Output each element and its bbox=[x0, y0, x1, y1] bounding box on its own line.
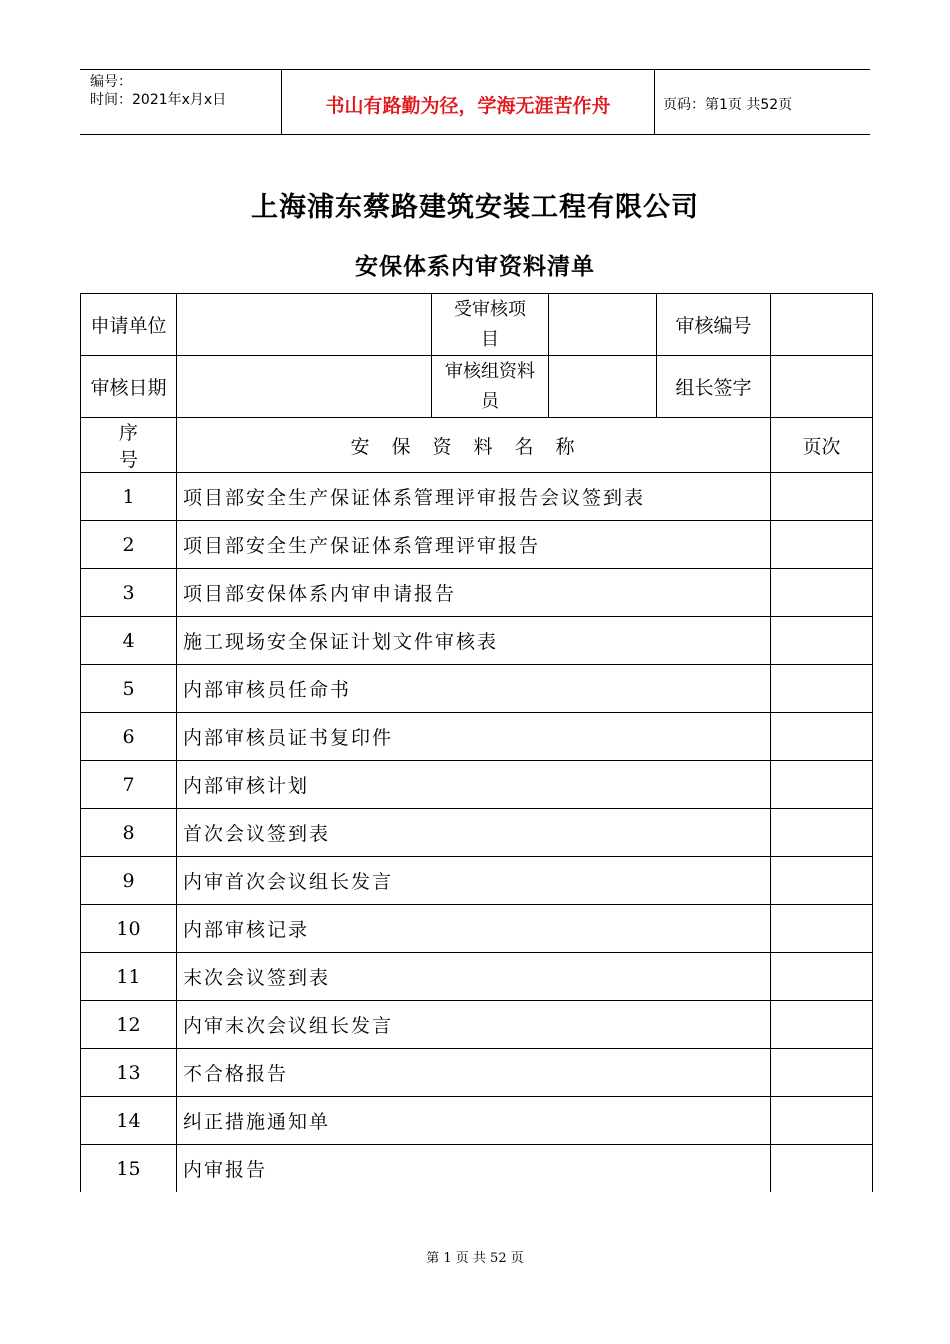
item-name: 内部审核计划 bbox=[177, 761, 771, 809]
item-page-count[interactable] bbox=[771, 1001, 873, 1049]
item-number: 15 bbox=[81, 1145, 177, 1193]
audit-number-value[interactable] bbox=[771, 294, 873, 356]
item-number: 7 bbox=[81, 761, 177, 809]
clerk-label-line2: 员 bbox=[481, 390, 499, 412]
item-page-count[interactable] bbox=[771, 665, 873, 713]
table-row bbox=[81, 713, 873, 761]
name-column-header: 安保资料名称 bbox=[177, 418, 771, 473]
table-row bbox=[81, 1145, 873, 1193]
page-header bbox=[80, 69, 870, 135]
table-row bbox=[81, 473, 873, 521]
project-value[interactable] bbox=[549, 294, 657, 356]
item-name: 内审首次会议组长发言 bbox=[177, 857, 771, 905]
item-name: 首次会议签到表 bbox=[177, 809, 771, 857]
clerk-label bbox=[432, 356, 549, 418]
serial-label: 编号： bbox=[90, 74, 132, 90]
table-row bbox=[81, 1001, 873, 1049]
seq-column-header: 序号 bbox=[81, 418, 177, 473]
item-number: 4 bbox=[81, 617, 177, 665]
project-label-line2: 目 bbox=[481, 328, 499, 350]
document-title: 安保体系内审资料清单 bbox=[355, 254, 595, 280]
item-number: 13 bbox=[81, 1049, 177, 1097]
item-number: 1 bbox=[81, 473, 177, 521]
item-rows bbox=[81, 473, 873, 1193]
audit-date-label: 审核日期 bbox=[81, 356, 177, 418]
header-motto: 书山有路勤为径，学海无涯苦作舟 bbox=[281, 70, 655, 134]
header-page-info: 页码：第1页 共52页 bbox=[663, 97, 793, 113]
project-label bbox=[432, 294, 549, 356]
table-row bbox=[81, 953, 873, 1001]
item-page-count[interactable] bbox=[771, 1049, 873, 1097]
item-name: 内部审核员任命书 bbox=[177, 665, 771, 713]
company-title: 上海浦东蔡路建筑安装工程有限公司 bbox=[251, 192, 699, 223]
item-number: 9 bbox=[81, 857, 177, 905]
clerk-label-line1: 审核组资料 bbox=[445, 360, 535, 382]
item-name: 项目部安保体系内审申请报告 bbox=[177, 569, 771, 617]
item-number: 5 bbox=[81, 665, 177, 713]
item-name: 项目部安全生产保证体系管理评审报告 bbox=[177, 521, 771, 569]
table-row bbox=[81, 761, 873, 809]
item-name: 内部审核记录 bbox=[177, 905, 771, 953]
item-number: 11 bbox=[81, 953, 177, 1001]
item-page-count[interactable] bbox=[771, 809, 873, 857]
item-number: 10 bbox=[81, 905, 177, 953]
item-page-count[interactable] bbox=[771, 473, 873, 521]
column-header-row bbox=[81, 418, 873, 473]
item-number: 14 bbox=[81, 1097, 177, 1145]
pages-column-header: 页次 bbox=[771, 418, 873, 473]
item-number: 2 bbox=[81, 521, 177, 569]
table-row bbox=[81, 905, 873, 953]
item-number: 12 bbox=[81, 1001, 177, 1049]
item-page-count[interactable] bbox=[771, 569, 873, 617]
project-label-line1: 受审核项 bbox=[454, 298, 526, 320]
info-row-2 bbox=[81, 356, 873, 418]
item-page-count[interactable] bbox=[771, 905, 873, 953]
item-name: 项目部安全生产保证体系管理评审报告会议签到表 bbox=[177, 473, 771, 521]
item-page-count[interactable] bbox=[771, 953, 873, 1001]
item-page-count[interactable] bbox=[771, 857, 873, 905]
header-meta bbox=[80, 70, 281, 134]
leader-sign-value[interactable] bbox=[771, 356, 873, 418]
item-page-count[interactable] bbox=[771, 713, 873, 761]
item-page-count[interactable] bbox=[771, 521, 873, 569]
item-page-count[interactable] bbox=[771, 761, 873, 809]
item-name: 内审末次会议组长发言 bbox=[177, 1001, 771, 1049]
item-page-count[interactable] bbox=[771, 1145, 873, 1193]
table-row bbox=[81, 569, 873, 617]
item-number: 3 bbox=[81, 569, 177, 617]
item-page-count[interactable] bbox=[771, 1097, 873, 1145]
table-row bbox=[81, 665, 873, 713]
table-row bbox=[81, 617, 873, 665]
item-name: 纠正措施通知单 bbox=[177, 1097, 771, 1145]
audit-checklist-table bbox=[80, 293, 873, 1192]
item-page-count[interactable] bbox=[771, 617, 873, 665]
item-name: 内部审核员证书复印件 bbox=[177, 713, 771, 761]
item-name: 内审报告 bbox=[177, 1145, 771, 1193]
item-name: 施工现场安全保证计划文件审核表 bbox=[177, 617, 771, 665]
apply-unit-value[interactable] bbox=[177, 294, 432, 356]
info-row-1 bbox=[81, 294, 873, 356]
clerk-value[interactable] bbox=[549, 356, 657, 418]
audit-date-value[interactable] bbox=[177, 356, 432, 418]
table-row bbox=[81, 857, 873, 905]
item-number: 6 bbox=[81, 713, 177, 761]
apply-unit-label: 申请单位 bbox=[81, 294, 177, 356]
page-footer: 第 1 页 共 52 页 bbox=[426, 1251, 524, 1266]
table-row bbox=[81, 809, 873, 857]
leader-sign-label: 组长签字 bbox=[657, 356, 771, 418]
item-number: 8 bbox=[81, 809, 177, 857]
table-row bbox=[81, 521, 873, 569]
item-name: 不合格报告 bbox=[177, 1049, 771, 1097]
table-row bbox=[81, 1049, 873, 1097]
table-row bbox=[81, 1097, 873, 1145]
time-label: 时间：2021年x月x日 bbox=[90, 92, 227, 108]
audit-number-label: 审核编号 bbox=[657, 294, 771, 356]
item-name: 末次会议签到表 bbox=[177, 953, 771, 1001]
